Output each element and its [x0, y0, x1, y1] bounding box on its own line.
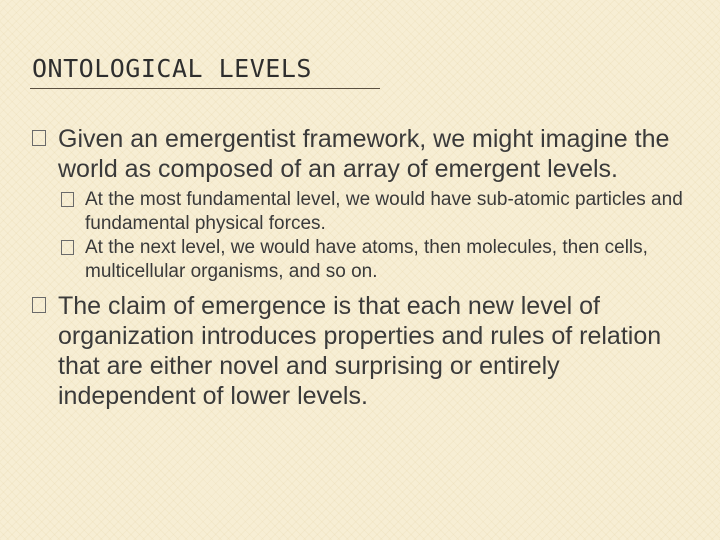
empty-square-icon: [61, 240, 74, 255]
empty-square-icon: [61, 192, 74, 207]
sub-bullet-text-1: At the most fundamental level, we would have sub-atomic particles and fundamental physical forces.: [85, 189, 683, 234]
sub-bullet-item-1: [58, 188, 702, 236]
sub-bullet-text-2: At the next level, we would have atoms, then molecules, then cells, multicellular organisms, and so on.: [85, 237, 648, 282]
slide-content: [30, 124, 702, 411]
bullet-item-1: [30, 124, 702, 184]
empty-square-icon: [32, 130, 46, 146]
slide-title: ONTOLOGICAL LEVELS: [32, 54, 312, 83]
sub-bullet-item-2: [58, 236, 702, 284]
title-underline: [30, 88, 380, 89]
empty-square-icon: [32, 297, 46, 313]
bullet-text-2: The claim of emergence is that each new level of organization introduces properties and rules of relation that are either novel and surprising or entirely independent of lower levels.: [58, 292, 662, 410]
bullet-text-1: Given an emergentist framework, we might imagine the world as composed of an array of emergent levels.: [58, 125, 670, 183]
bullet-item-2: [30, 291, 702, 411]
